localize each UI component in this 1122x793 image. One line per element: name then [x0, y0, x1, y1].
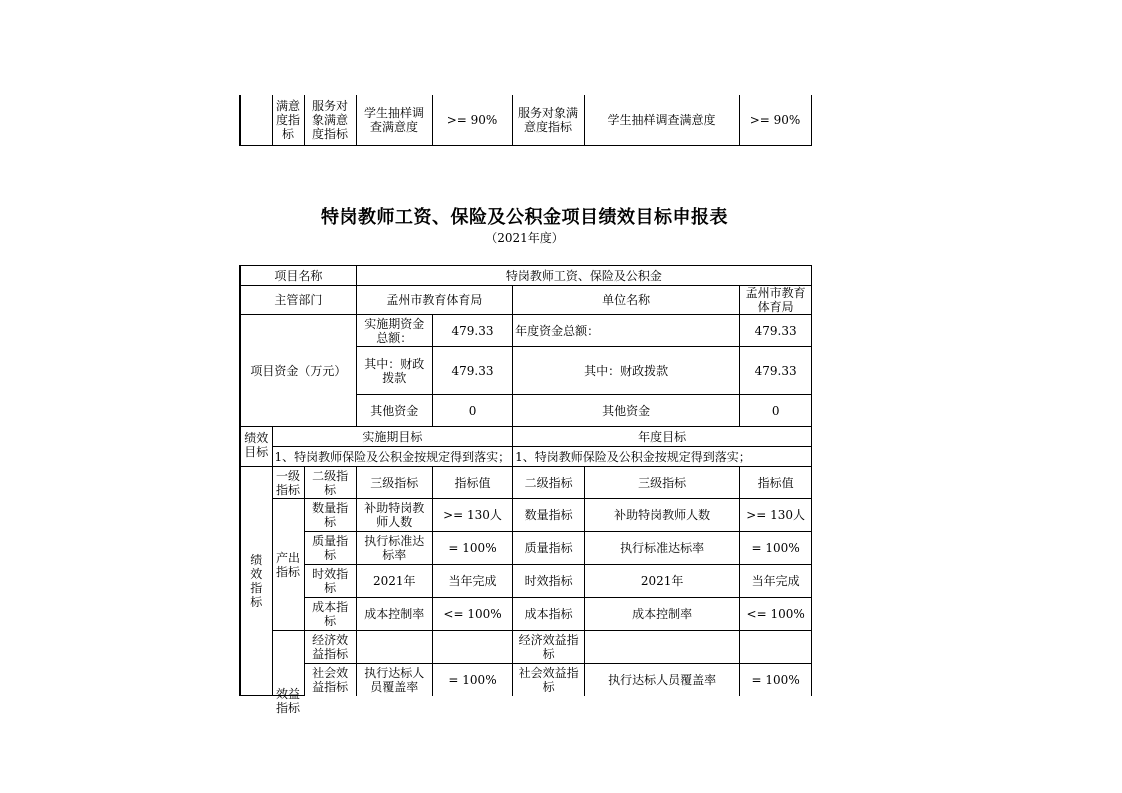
header-level2-annual: 二级指标: [513, 467, 585, 499]
row-level2-annual: 质量指标: [513, 532, 585, 565]
period-goal-label: 实施期目标: [272, 427, 513, 447]
fragment-cell-4: 学生抽样调查满意度: [356, 95, 432, 145]
table-row: [240, 499, 812, 532]
annual-total-value: 479.33: [740, 315, 812, 347]
row-value: = 100%: [432, 664, 512, 696]
table-row: [240, 565, 812, 598]
row-level2: 成本指标: [304, 598, 356, 631]
other-label: 其他资金: [356, 395, 432, 427]
row-level2-annual: 社会效益指标: [513, 664, 585, 696]
annual-fiscal-value: 479.33: [740, 347, 812, 395]
row-level2-annual: 数量指标: [513, 499, 585, 532]
annual-goal-text: [513, 447, 812, 467]
header-level3-annual: 三级指标: [585, 467, 740, 499]
row-level3: 补助特岗教师人数: [356, 499, 432, 532]
row-level2: 社会效益指标: [304, 664, 356, 696]
unit-value: 孟州市教育体育局: [740, 286, 812, 315]
row-value: >= 130人: [432, 499, 512, 532]
row-level2: 经济效益指标: [304, 631, 356, 664]
project-name-label: 项目名称: [240, 266, 356, 286]
annual-goal-text-content: 1、特岗教师保险及公积金按规定得到落实；: [515, 449, 751, 464]
form-subtitle: （2021年度）: [485, 231, 564, 245]
row-value: <= 100%: [432, 598, 512, 631]
fragment-cell-6: 服务对象满意度指标: [512, 95, 584, 145]
benefit-label: [272, 631, 304, 715]
row-value-annual: <= 100%: [740, 598, 812, 631]
fragment-cell-3: 服务对象满意度指标: [304, 95, 356, 145]
annual-fiscal-label: 其中：财政拨款: [513, 347, 740, 395]
benefit-label-text: 效益指标: [276, 687, 301, 715]
row-value-annual: >= 130人: [740, 499, 812, 532]
annual-total-label: 年度资金总额：: [513, 315, 740, 347]
indicator-side-label: 绩效指标: [240, 467, 272, 696]
annual-other-label: 其他资金: [513, 395, 740, 427]
header-value-annual: 指标值: [740, 467, 812, 499]
row-value: [432, 631, 512, 664]
form-title: 特岗教师工资、保险及公积金项目绩效目标申报表: [321, 207, 728, 228]
goal-side-label: [240, 427, 272, 467]
row-level3: [356, 631, 432, 664]
row-value-annual: [740, 631, 812, 664]
header-level2: 二级指标: [304, 467, 356, 499]
fragment-cell-7: 学生抽样调查满意度: [584, 95, 739, 145]
unit-label: 单位名称: [513, 286, 740, 315]
goal-side-label-text: 绩效目标: [244, 430, 269, 459]
row-value: 当年完成: [432, 565, 512, 598]
row-level2-annual: 成本指标: [513, 598, 585, 631]
table-row: [240, 631, 812, 664]
period-goal-text: [272, 447, 513, 467]
project-name-value: 特岗教师工资、保险及公积金: [356, 266, 811, 286]
row-level2-annual: 时效指标: [513, 565, 585, 598]
fragment-cell-2: 满意度指标: [272, 95, 304, 145]
fragment-cell-5: >= 90%: [432, 95, 512, 145]
row-level3: 成本控制率: [356, 598, 432, 631]
row-level3: 执行标准达标率: [356, 532, 432, 565]
total-value: 479.33: [432, 315, 512, 347]
header-value: 指标值: [432, 467, 512, 499]
row-level3-annual: 成本控制率: [585, 598, 740, 631]
header-level3: 三级指标: [356, 467, 432, 499]
fiscal-value: 479.33: [432, 347, 512, 395]
row-level2: 数量指标: [304, 499, 356, 532]
row-level3-annual: 2021年: [585, 565, 740, 598]
annual-other-value: 0: [740, 395, 812, 427]
row-value-annual: = 100%: [740, 664, 812, 696]
output-label: 产出指标: [272, 499, 304, 631]
period-goal-text-content: 1、特岗教师保险及公积金按规定得到落实；: [274, 449, 511, 464]
row-value-annual: 当年完成: [740, 565, 812, 598]
table-row: [240, 598, 812, 631]
row-level3-annual: 执行标准达标率: [585, 532, 740, 565]
row-level2-annual: 经济效益指标: [513, 631, 585, 664]
row-level3-annual: 执行达标人员覆盖率: [585, 664, 740, 696]
other-value: 0: [432, 395, 512, 427]
row-level3-annual: 补助特岗教师人数: [585, 499, 740, 532]
row-level2: 时效指标: [304, 565, 356, 598]
table-row: [240, 532, 812, 565]
previous-table-fragment: [239, 95, 812, 146]
total-label: 实施期资金总额：: [356, 315, 432, 347]
dept-value: 孟州市教育体育局: [356, 286, 512, 315]
header-level1: 一级指标: [272, 467, 304, 499]
table-row: [240, 664, 812, 696]
row-level3-annual: [585, 631, 740, 664]
fund-label-text: 项目资金（万元）: [250, 363, 347, 378]
row-level3: 2021年: [356, 565, 432, 598]
fragment-cell-1: [240, 95, 272, 145]
row-level2: 质量指标: [304, 532, 356, 565]
dept-label: 主管部门: [240, 286, 356, 315]
row-level3: 执行达标人员覆盖率: [356, 664, 432, 696]
fragment-cell-8: >= 90%: [739, 95, 811, 145]
fiscal-label: 其中：财政拨款: [356, 347, 432, 395]
performance-goal-table: [239, 265, 812, 715]
row-value-annual: = 100%: [740, 532, 812, 565]
annual-goal-label: 年度目标: [513, 427, 812, 447]
fund-label: [240, 315, 356, 427]
row-value: = 100%: [432, 532, 512, 565]
